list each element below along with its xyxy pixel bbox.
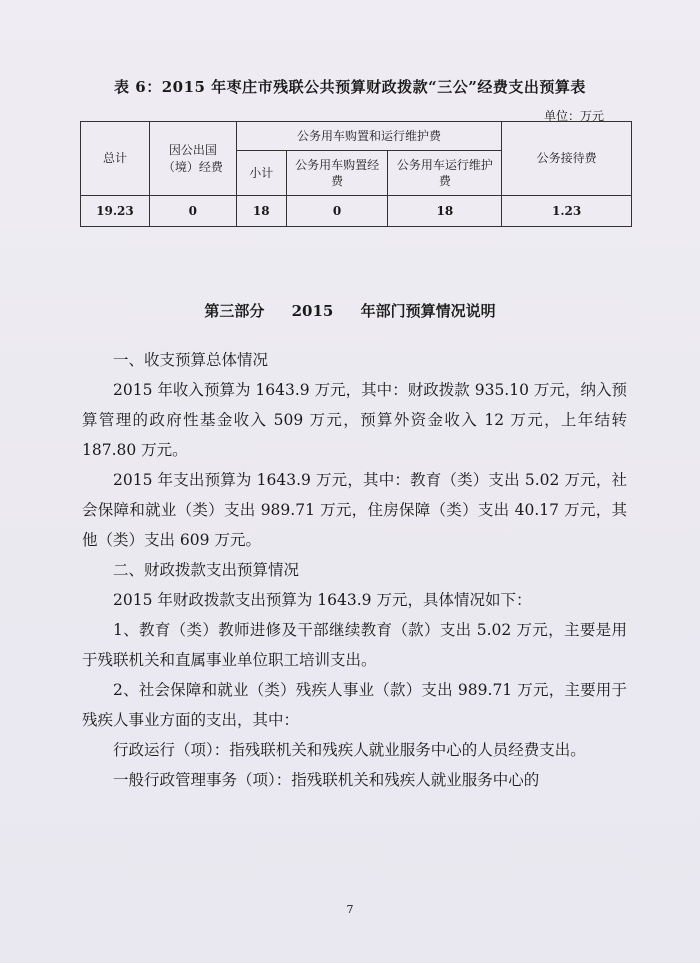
page-number: 7 xyxy=(346,903,354,916)
table-title: 表 6：2015 年枣庄市残联公共预算财政拨款“三公”经费支出预算表 xyxy=(114,78,586,96)
paragraph-income: 2015 年收入预算为 1643.9 万元，其中：财政拨款 935.10 万元，纳入预算管理的政府性基金收入 509 万元，预算外资金收入 12 万元，上年结转 187.80 万元。 xyxy=(82,381,627,459)
three-public-expenses-table xyxy=(80,121,632,227)
value-abroad: 0 xyxy=(149,196,236,227)
value-subtotal: 18 xyxy=(236,196,286,227)
value-reception: 1.23 xyxy=(502,196,632,227)
heading-income-expense: 一、收支预算总体情况 xyxy=(113,351,269,369)
value-total: 19.23 xyxy=(81,196,150,227)
header-vehicle-group: 公务用车购置和运行维护费 xyxy=(236,122,501,151)
paragraph-expense: 2015 年支出预算为 1643.9 万元，其中：教育（类）支出 5.02 万元，社会保障和就业（类）支出 989.71 万元，住房保障（类）支出 40.17 万元，其他（类）支出 609 万元。 xyxy=(82,471,627,549)
table-row xyxy=(81,196,632,227)
section-title: 第三部分 2015 年部门预算情况说明 xyxy=(204,302,496,320)
paragraph-allocation-summary: 2015 年财政拨款支出预算为 1643.9 万元，具体情况如下： xyxy=(113,591,532,609)
header-reception: 公务接待费 xyxy=(502,122,632,196)
header-vehicle-operation: 公务用车运行维护费 xyxy=(388,151,502,196)
body-text xyxy=(82,345,627,795)
header-subtotal: 小计 xyxy=(236,151,286,196)
header-total: 总计 xyxy=(81,122,150,196)
heading-fiscal-allocation: 二、财政拨款支出预算情况 xyxy=(113,561,300,579)
value-vehicle-purchase: 0 xyxy=(286,196,388,227)
paragraph-social-security: 2、社会保障和就业（类）残疾人事业（款）支出 989.71 万元，主要用于残疾人事业方面的支出，其中： xyxy=(82,681,627,729)
header-vehicle-purchase: 公务用车购置经费 xyxy=(286,151,388,196)
paragraph-admin-operation: 行政运行（项）：指残联机关和残疾人就业服务中心的人员经费支出。 xyxy=(113,741,586,759)
paragraph-general-admin: 一般行政管理事务（项）：指残联机关和残疾人就业服务中心的 xyxy=(113,771,540,789)
header-abroad: 因公出国（境）经费 xyxy=(149,122,236,196)
value-vehicle-operation: 18 xyxy=(388,196,502,227)
table-header-row-1 xyxy=(81,122,632,151)
unit-label: 单位：万元 xyxy=(543,109,604,123)
paragraph-education: 1、教育（类）教师进修及干部继续教育（款）支出 5.02 万元，主要是用于残联机关和直属事业单位职工培训支出。 xyxy=(82,621,627,669)
